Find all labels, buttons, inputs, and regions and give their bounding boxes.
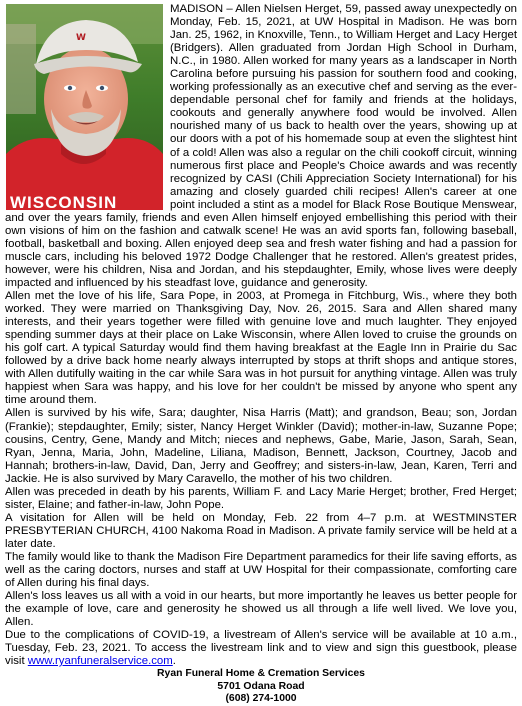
obituary-paragraph-6: The family would like to thank the Madison Fire Department paramedics for their life saving efforts, as well as the caring doctors, nurses and staff at UW Hospital for their compassionate, comforting care of Allen during his final days. — [5, 550, 517, 590]
obituary-page — [5, 3, 517, 706]
obituary-paragraph-5: A visitation for Allen will be held on Monday, Feb. 22 from 4–7 p.m. at WESTMINSTER PRESBYTERIAN CHURCH, 4100 Nakoma Road in Madison. A private family service will be held at a later date. — [5, 511, 517, 550]
obituary-paragraph-1: MADISON – Allen Nielsen Herget, 59, passed away unexpectedly on Monday, Feb. 15, 2021, at UW Hospital in Madison. He was born Jan. 25, 1962, in Knoxville, Tenn., to William Herget and Lacy Herget (Bridgers). Allen graduated from Jordan High School in Durham, N.C., in 1980. Allen worked for many years as a landscaper in North Carolina before pursuing his passion for southern food and cooking, working professionally as an executive chef and serving as the ever-dependable personal chef for family and friends at the holidays, cookouts and generally anywhere food would be involved. Allen nourished many of us back to health over the years, showing up at our doors with a pot of his homemade soup at even the slightest hint of a cold! Allen was also a regular on the chili cookoff circuit, winning numerous first place and People's Choice awards and was recently recognized by CASI (Chili Appreciation Society International) for his amazing and closely guarded chili recipes! Allen's career at one point included a stint as a model for Black Rose Boutique Menswear, and over the years family, friends and even Allen himself enjoyed embellishing this period with their own visions of him on the fashion and catwalk scene! He was an avid sports fan, following baseball, football, basketball and boxing. Allen enjoyed deep sea and fresh water fishing and had a passion for muscle cars, including his beloved 1972 Dodge Challenger that he restored. Allen's greatest prides, however, were his children, Nisa and Jordan, and his stepdaughter, Emily, whose lives were deeply impacted and influenced by his steadfast love, guidance and generosity. — [5, 3, 517, 289]
funeral-home-link[interactable]: www.ryanfuneralservice.com — [27, 655, 173, 668]
obituary-paragraph-7: Allen's loss leaves us all with a void in our hearts, but more importantly he leaves us better people for the example of love, care and generosity he showed us all through a life well lived. We love you, Allen. — [5, 590, 517, 629]
link-period: . — [172, 655, 176, 668]
svg-text:W: W — [76, 33, 86, 43]
portrait-image — [6, 4, 163, 210]
portrait-photo — [6, 4, 163, 210]
livestream-text: Due to the complications of COVID-19, a livestream of Allen's service will be available at 10 a.m., Tuesday, Feb. 23, 2021. To access the livestream link and to view and sign this guestbook, please visit — [5, 629, 517, 668]
funeral-home-address: 5701 Odana Road — [217, 680, 305, 692]
funeral-home-phone: (608) 274-1000 — [225, 693, 297, 705]
funeral-home-name: Ryan Funeral Home & Cremation Services — [157, 668, 365, 680]
funeral-home-footer — [5, 668, 517, 705]
obituary-paragraph-2: Allen met the love of his life, Sara Pope, in 2003, at Promega in Fitchburg, Wis., where they both worked. They were married on Thanksgiving Day, Nov. 26, 2015. Sara and Allen shared many interests, and their years together were filled with genuine love and much laughter. They enjoyed spending summer days at their place on Lake Wisconsin, where Allen loved to cruise the grounds on his golf cart. A typical Saturday would find them having breakfast at the Eagle Inn in Prairie du Sac followed by a drive back home nearly always interrupted by stops at thrift shops and antique stores, with Allen dutifully waiting in the car while Sara was in hot pursuit for anything vintage. Allen was truly happiest when Sara was happy, and his love for her couldn't be missed by anyone who spent any time around them. — [5, 290, 517, 407]
obituary-paragraph-3: Allen is survived by his wife, Sara; daughter, Nisa Harris (Matt); and grandson, Beau; son, Jordan (Frankie); stepdaughter, Emily; sister, Nancy Herget Winkler (David); mother-in-law, Suzanne Pope; cousins, Centry, Gene, Mandy and Mitch; nieces and nephews, Gabe, Marie, Jason, Sarah, Sean, Ryan, Jenna, Maria, John, Madeline, Liliana, Madison, Bennett, Jackson, Courtney, Jacob and Hannah; brothers-in-law, David, Dan, Jerry and Geoffrey; and sisters-in-law, Jean, Karen, Terri and Jackie. He is also survived by Mary Caravello, the mother of his two children. — [5, 407, 517, 485]
shirt-text: WISCONSIN — [10, 193, 118, 210]
obituary-paragraph-8 — [5, 629, 517, 668]
obituary-paragraph-4: Allen was preceded in death by his parents, William F. and Lacy Marie Herget; brother, Fred Herget; sister, Elaine; and father-in-law, John Pope. — [5, 485, 517, 511]
